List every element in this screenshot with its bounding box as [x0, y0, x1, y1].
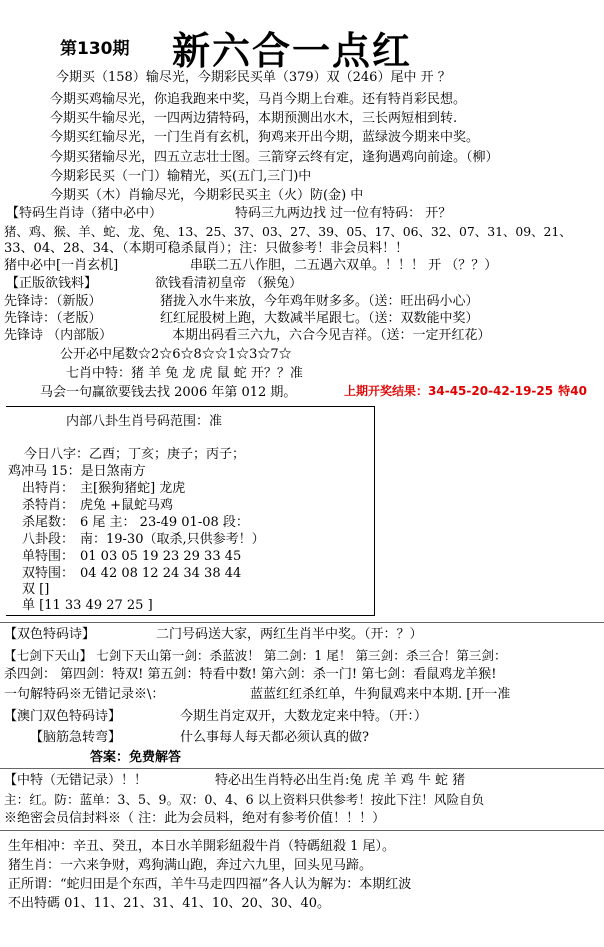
member-note: ※绝密会员信封料※（ 注：此为会员料，绝对有参考价值！！！）: [4, 811, 386, 826]
number-list: 33、04、28、34、（本期可稳杀鼠肖）；注：只做参考！非会员料！！: [4, 241, 409, 256]
intro-line: 今期买猪输尽光，四五立志壮士图。三箭穿云终有定，逢狗遇鸡向前途。（柳）: [50, 150, 499, 165]
divider: [0, 830, 604, 831]
section-heading: 【澳门双色特码诗】: [4, 709, 122, 724]
last-result-numbers: 34-45-20-42-19-25: [428, 384, 554, 398]
footer-line: 不出特碼 01、11、21、31、41、10、20、30、40。: [8, 896, 331, 911]
box-key: 出特肖：: [22, 481, 75, 496]
footer-line: 正所谓：“蛇归田是个东西，羊牛马走四四福”各人认为解为：本期红波: [8, 877, 412, 892]
box-value: 01 03 05 19 23 29 33 45: [80, 549, 242, 564]
box-value: 虎兔 +鼠蛇马鸡: [80, 498, 174, 513]
poem-label: 先锋诗 （内部版）: [4, 328, 113, 343]
footer-line: 猪生肖：一六来争财，鸡狗满山跑，奔过六九里，回头见马蹄。: [8, 858, 373, 873]
seven-swords: 【七剑下天山】 七剑下天山第一剑：杀蓝波！ 第二剑：1 尾！ 第三剑：杀三合！第三剑：: [4, 648, 507, 663]
box-value: 6 尾 主： 23-49 01-08 段：: [80, 515, 249, 530]
main-pick: 主：红。防：蓝单：3、5、9。双：0、4、6 以上资料只供参考！按此下注！风险自负: [4, 792, 485, 807]
box-key: 杀尾数：: [22, 515, 75, 530]
box-key: 单特围：: [22, 549, 75, 564]
issue-number: 第130期: [60, 39, 130, 59]
last-result-label: 上期开奖结果：: [344, 384, 429, 398]
poem-label: 先锋诗：（新版）: [4, 294, 102, 309]
section-text: 串联二五八作胆，二五遇六双单。！！！ 开 （？？）: [190, 258, 498, 273]
page-title: 新六合一点红: [172, 29, 413, 73]
box-key: 杀特肖：: [22, 498, 75, 513]
box-value: 主[猴狗猪蛇] 龙虎: [80, 481, 186, 496]
section-heading: 猪中必中[一肖玄机]: [4, 258, 119, 273]
section-text: 特必出生肖特必出生肖:兔 虎 羊 鸡 牛 蛇 猪: [215, 773, 466, 788]
intro-line: 今期买（158）输尽光，今期彩民买单（379）双（246）尾中 开 ？: [56, 70, 451, 85]
number-list: 猪、鸡、猴、羊、蛇、龙、兔、13、25、37、03、27、39、05、17、06、32、07、31、09、21、: [4, 224, 572, 239]
section-heading: 【中特（无错记录）！！: [4, 773, 148, 788]
intro-line: 今期买红输尽光，一门生肖有玄机，狗鸡来开出今期，蓝绿波今期来中奖。: [50, 130, 480, 145]
brain-teaser-answer: 答案：免费解答: [90, 750, 182, 765]
section-text: 今期生肖定双开，大数龙定来中特。（开：）: [180, 709, 428, 724]
divider: [0, 768, 604, 769]
macau-hint: 马会一句赢欲要钱去找 2006 年第 012 期。: [40, 385, 297, 400]
divider: [0, 622, 604, 623]
clash-line: 鸡冲马 15：是日煞南方: [8, 464, 146, 479]
section-heading: 【特码生肖诗（猪中必中）: [6, 206, 163, 221]
brain-teaser-heading: 【脑筋急转弯】: [30, 730, 122, 745]
intro-line: 今期买（木）肖输尽光，今期彩民买主（火）防(金) 中: [50, 188, 364, 203]
intro-line: 今期彩民买（一门）输精光，买(五门,三门)中: [50, 169, 312, 184]
footer-line: 生年相冲：辛丑、癸丑，本日水羊開彩紐殺牛肖（特碼紐殺 1 尾）。: [8, 839, 396, 854]
box-key: 八卦段：: [22, 532, 75, 547]
seven-zodiacs: 七肖中特：猪 羊 兔 龙 虎 鼠 蛇 开？？准: [66, 366, 303, 381]
tail-numbers: 公开必中尾数☆2☆6☆8☆☆1☆3☆7☆: [60, 347, 292, 362]
section-text: 二门号码送大家，两红生肖半中奖。（开：？）: [156, 627, 423, 642]
intro-line: 今期买牛输尽光，一四两边猜特码，本期预测出水木，三长两短相到转.: [50, 111, 458, 126]
box-dual: 双 []: [22, 582, 50, 597]
bazi-line: 今日八字：乙酉；丁亥；庚子；丙子；: [24, 447, 246, 462]
intro-line: 今期买鸡输尽光，你追我跑来中奖，马肖今期上台难。还有特肖彩民想。: [50, 92, 467, 107]
seven-swords: 杀四剑： 第四剑：特双! 第五剑：特看中数! 第六剑：杀一门! 第七剑：看鼠鸡龙羊猴!: [4, 667, 497, 682]
poem-text: 猪拢入水牛来放，今年鸡年财多多。（送：旺出码小心）: [160, 294, 479, 309]
last-result-special: 特40: [558, 384, 587, 398]
section-heading: 【双色特码诗】: [4, 627, 96, 642]
section-text: 欲钱看清初皇帝 （猴兔）: [155, 276, 303, 291]
box-value: 南：19-30（取杀,只供参考！）: [80, 532, 265, 547]
section-heading: 【正版欲钱料】: [6, 276, 98, 291]
box-heading: 内部八卦生肖号码范围：准: [66, 414, 223, 429]
last-result: [344, 380, 587, 399]
one-line-text: 蓝蓝红红杀红单，牛狗鼠鸡来中本期. [开一准: [250, 687, 511, 702]
brain-teaser-question: 什么事每人每天都必须认真的做?: [180, 730, 369, 745]
poem-text: 红红屁股树上跑，大数减半尾跟七。（送：双数能中奖）: [160, 311, 479, 326]
box-value: 04 42 08 12 24 34 38 44: [80, 566, 242, 581]
box-single: 单 [11 33 49 27 25 ]: [22, 598, 153, 613]
poem-text: 本期出码看三六九，六合今见吉祥。（送：一定开红花）: [172, 328, 491, 343]
poem-label: 先锋诗：（老版）: [4, 311, 102, 326]
one-line-heading: 一句解特码※无错记录※\：: [4, 687, 165, 702]
box-key: 双特围：: [22, 566, 75, 581]
section-text: 特码三九两边找 过一位有特码： 开？: [235, 206, 452, 221]
